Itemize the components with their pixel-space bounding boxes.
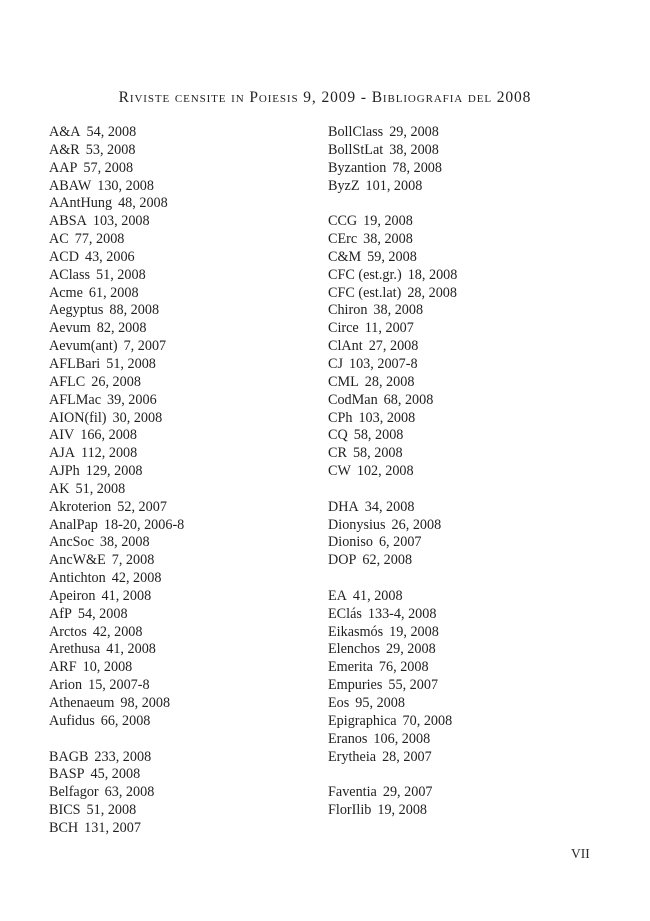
journal-abbreviation: A&A bbox=[49, 124, 81, 140]
volume-year: 38, 2008 bbox=[389, 141, 439, 158]
volume-year: 29, 2008 bbox=[386, 641, 436, 658]
volume-year: 54, 2008 bbox=[77, 605, 128, 622]
section-gap bbox=[328, 481, 588, 499]
journal-entry bbox=[328, 213, 588, 231]
journal-abbreviation: Arethusa bbox=[49, 641, 101, 658]
journal-abbreviation: AION(fil) bbox=[49, 409, 107, 426]
journal-abbreviation: ARF bbox=[49, 659, 77, 676]
journal-abbreviation: Aevum bbox=[49, 320, 91, 337]
journal-abbreviation: Antichton bbox=[49, 570, 106, 587]
journal-abbreviation: Byzantion bbox=[328, 159, 387, 176]
journal-entry bbox=[328, 249, 588, 267]
volume-year: 51, 2008 bbox=[86, 802, 137, 819]
journal-entry bbox=[49, 820, 309, 838]
volume-year: 26, 2008 bbox=[391, 516, 442, 533]
volume-year: 58, 2008 bbox=[353, 427, 404, 444]
volume-year: 78, 2008 bbox=[392, 159, 442, 176]
journal-abbreviation: AIV bbox=[49, 427, 75, 444]
volume-year: 43, 2006 bbox=[84, 248, 135, 265]
left-column bbox=[49, 124, 309, 838]
journal-entry bbox=[49, 784, 309, 802]
journal-entry bbox=[49, 302, 309, 320]
journal-entry bbox=[49, 231, 309, 249]
journal-entry bbox=[49, 392, 309, 410]
journal-entry bbox=[328, 606, 588, 624]
journal-entry bbox=[328, 499, 588, 517]
volume-year: 7, 2007 bbox=[123, 338, 167, 355]
volume-year: 45, 2008 bbox=[90, 766, 141, 783]
volume-year: 19, 2008 bbox=[389, 623, 439, 640]
journal-abbreviation: AncSoc bbox=[49, 534, 94, 551]
journal-abbreviation: Erytheia bbox=[328, 748, 377, 765]
journal-abbreviation: CJ bbox=[328, 355, 343, 372]
volume-year: 18-20, 2006-8 bbox=[103, 516, 185, 533]
journal-entry bbox=[328, 231, 588, 249]
journal-entry bbox=[328, 374, 588, 392]
journal-abbreviation: AAP bbox=[49, 159, 78, 176]
journal-entry bbox=[49, 749, 309, 767]
journal-abbreviation: BCH bbox=[49, 819, 79, 836]
volume-year: 166, 2008 bbox=[80, 427, 137, 444]
volume-year: 59, 2008 bbox=[367, 248, 417, 265]
journal-abbreviation: CErc bbox=[328, 231, 358, 248]
journal-abbreviation: Arion bbox=[49, 677, 83, 694]
volume-year: 61, 2008 bbox=[88, 284, 139, 301]
journal-abbreviation: Arctos bbox=[49, 623, 87, 640]
volume-year: 39, 2006 bbox=[107, 391, 157, 408]
journal-abbreviation: ABSA bbox=[49, 213, 87, 230]
journal-entry bbox=[328, 124, 588, 142]
journal-abbreviation: Chiron bbox=[328, 302, 368, 319]
volume-year: 112, 2008 bbox=[81, 445, 138, 462]
journal-abbreviation: BollStLat bbox=[328, 141, 384, 158]
volume-year: 42, 2008 bbox=[92, 623, 143, 640]
journal-abbreviation: Aufidus bbox=[49, 712, 95, 729]
journal-entry bbox=[328, 285, 588, 303]
journal-entry bbox=[49, 285, 309, 303]
volume-year: 19, 2008 bbox=[377, 802, 428, 819]
volume-year: 77, 2008 bbox=[74, 231, 125, 248]
journal-entry bbox=[49, 677, 309, 695]
journal-entry bbox=[328, 552, 588, 570]
volume-year: 101, 2008 bbox=[365, 177, 423, 194]
journal-abbreviation: FlorIlib bbox=[328, 802, 372, 819]
volume-year: 58, 2008 bbox=[352, 445, 403, 462]
journal-abbreviation: Dioniso bbox=[328, 534, 373, 551]
journal-abbreviation: Aevum(ant) bbox=[49, 338, 118, 355]
journal-abbreviation: BAGB bbox=[49, 748, 89, 765]
journal-entry bbox=[49, 463, 309, 481]
journal-abbreviation: ABAW bbox=[49, 177, 92, 194]
volume-year: 48, 2008 bbox=[118, 195, 168, 212]
journal-abbreviation: Eranos bbox=[328, 730, 368, 747]
volume-year: 68, 2008 bbox=[383, 391, 434, 408]
journal-entry bbox=[328, 178, 588, 196]
journal-entry bbox=[49, 641, 309, 659]
journal-abbreviation: CFC (est.lat) bbox=[328, 284, 402, 301]
journal-abbreviation: ACD bbox=[49, 248, 79, 265]
journal-abbreviation: Eos bbox=[328, 695, 350, 711]
journal-entry bbox=[49, 659, 309, 677]
journal-entry bbox=[49, 445, 309, 463]
volume-year: 103, 2007-8 bbox=[348, 355, 418, 372]
volume-year: 88, 2008 bbox=[109, 302, 160, 319]
volume-year: 30, 2008 bbox=[112, 409, 163, 426]
volume-year: 7, 2008 bbox=[111, 552, 155, 569]
volume-year: 18, 2008 bbox=[407, 266, 458, 283]
journal-entry bbox=[328, 463, 588, 481]
journal-abbreviation: AClass bbox=[49, 266, 90, 283]
journal-entry bbox=[328, 392, 588, 410]
journal-entry bbox=[328, 338, 588, 356]
volume-year: 53, 2008 bbox=[85, 141, 136, 158]
journal-abbreviation: AJPh bbox=[49, 463, 80, 480]
right-column bbox=[328, 124, 588, 820]
journal-abbreviation: Emerita bbox=[328, 659, 373, 676]
journal-entry bbox=[49, 588, 309, 606]
journal-abbreviation: Apeiron bbox=[49, 587, 96, 604]
journal-entry bbox=[49, 552, 309, 570]
volume-year: 54, 2008 bbox=[86, 124, 137, 140]
page-title: Riviste censite in Poiesis 9, 2009 - Bibliografia del 2008 bbox=[118, 89, 532, 106]
volume-year: 133-4, 2008 bbox=[367, 605, 437, 622]
journal-entry bbox=[328, 713, 588, 731]
journal-entry bbox=[49, 713, 309, 731]
journal-abbreviation: Aegyptus bbox=[49, 302, 104, 319]
journal-entry bbox=[49, 267, 309, 285]
section-gap bbox=[328, 570, 588, 588]
journal-entry bbox=[49, 499, 309, 517]
journal-entry bbox=[328, 410, 588, 428]
volume-year: 66, 2008 bbox=[100, 712, 151, 729]
journal-entry bbox=[49, 695, 309, 713]
journal-entry bbox=[328, 427, 588, 445]
journal-abbreviation: CCG bbox=[328, 213, 358, 230]
volume-year: 38, 2008 bbox=[373, 302, 424, 319]
journal-entry bbox=[328, 267, 588, 285]
volume-year: 70, 2008 bbox=[402, 712, 453, 729]
volume-year: 29, 2008 bbox=[389, 124, 439, 140]
journal-abbreviation: DOP bbox=[328, 552, 357, 569]
journal-entry bbox=[49, 338, 309, 356]
volume-year: 131, 2007 bbox=[84, 819, 141, 836]
journal-abbreviation: AFLC bbox=[49, 373, 86, 390]
journal-entry bbox=[328, 659, 588, 677]
volume-year: 102, 2008 bbox=[356, 463, 414, 480]
journal-entry bbox=[49, 249, 309, 267]
volume-year: 41, 2008 bbox=[101, 587, 152, 604]
journal-abbreviation: BICS bbox=[49, 802, 81, 819]
journal-abbreviation: C&M bbox=[328, 248, 362, 265]
volume-year: 76, 2008 bbox=[378, 659, 429, 676]
journal-abbreviation: Epigraphica bbox=[328, 712, 397, 729]
journal-abbreviation: CPh bbox=[328, 409, 353, 426]
journal-entry bbox=[49, 374, 309, 392]
volume-year: 28, 2008 bbox=[364, 373, 415, 390]
volume-year: 82, 2008 bbox=[96, 320, 147, 337]
journal-entry bbox=[49, 517, 309, 535]
journal-entry bbox=[328, 731, 588, 749]
journal-entry bbox=[49, 766, 309, 784]
journal-entry bbox=[328, 695, 588, 713]
journal-abbreviation: AC bbox=[49, 231, 69, 248]
journal-entry bbox=[49, 534, 309, 552]
section-gap bbox=[328, 195, 588, 213]
journal-entry bbox=[328, 784, 588, 802]
journal-entry bbox=[49, 320, 309, 338]
volume-year: 42, 2008 bbox=[111, 570, 162, 587]
journal-entry bbox=[49, 624, 309, 642]
journal-entry bbox=[49, 213, 309, 231]
volume-year: 26, 2008 bbox=[91, 373, 141, 390]
volume-year: 34, 2008 bbox=[364, 498, 415, 515]
volume-year: 38, 2008 bbox=[99, 534, 150, 551]
volume-year: 106, 2008 bbox=[373, 730, 431, 747]
volume-year: 57, 2008 bbox=[83, 159, 134, 176]
volume-year: 63, 2008 bbox=[104, 784, 155, 801]
journal-entry bbox=[49, 195, 309, 213]
journal-abbreviation: Acme bbox=[49, 284, 83, 301]
journal-abbreviation: CW bbox=[328, 463, 351, 480]
volume-year: 51, 2008 bbox=[75, 480, 126, 497]
volume-year: 15, 2007-8 bbox=[88, 677, 150, 694]
journal-entry bbox=[328, 320, 588, 338]
journal-abbreviation: AK bbox=[49, 480, 70, 497]
journal-abbreviation: AnalPap bbox=[49, 516, 98, 533]
journal-entry bbox=[49, 142, 309, 160]
journal-abbreviation: AFLBari bbox=[49, 355, 101, 372]
journal-abbreviation: AncW&E bbox=[49, 552, 106, 569]
volume-year: 55, 2007 bbox=[388, 677, 439, 694]
journal-entry bbox=[49, 427, 309, 445]
journal-abbreviation: Akroterion bbox=[49, 498, 112, 515]
journal-abbreviation: AFLMac bbox=[49, 391, 102, 408]
journal-abbreviation: Eikasmós bbox=[328, 623, 384, 640]
page-number: VII bbox=[571, 846, 590, 861]
volume-year: 38, 2008 bbox=[363, 231, 413, 248]
journal-abbreviation: Belfagor bbox=[49, 784, 99, 801]
journal-abbreviation: Elenchos bbox=[328, 641, 381, 658]
journal-abbreviation: A&R bbox=[49, 141, 80, 158]
volume-year: 27, 2008 bbox=[368, 338, 419, 355]
journal-entry bbox=[328, 160, 588, 178]
volume-year: 29, 2007 bbox=[382, 784, 433, 801]
journal-abbreviation: CML bbox=[328, 373, 359, 390]
volume-year: 52, 2007 bbox=[117, 498, 167, 515]
journal-abbreviation: BASP bbox=[49, 766, 85, 783]
journal-abbreviation: EA bbox=[328, 587, 347, 604]
journal-entry bbox=[328, 749, 588, 767]
journal-entry bbox=[49, 124, 309, 142]
volume-year: 95, 2008 bbox=[355, 695, 405, 711]
volume-year: 130, 2008 bbox=[97, 177, 154, 194]
journal-entry bbox=[49, 606, 309, 624]
journal-entry bbox=[328, 677, 588, 695]
volume-year: 19, 2008 bbox=[363, 213, 413, 230]
volume-year: 41, 2008 bbox=[352, 587, 403, 604]
journal-entry bbox=[49, 356, 309, 374]
journal-abbreviation: Empuries bbox=[328, 677, 383, 694]
journal-entry bbox=[328, 802, 588, 820]
journal-entry bbox=[49, 570, 309, 588]
journal-abbreviation: CFC (est.gr.) bbox=[328, 266, 402, 283]
section-gap bbox=[328, 766, 588, 784]
journal-entry bbox=[328, 534, 588, 552]
journal-entry bbox=[49, 481, 309, 499]
volume-year: 41, 2008 bbox=[106, 641, 156, 658]
volume-year: 103, 2008 bbox=[92, 213, 150, 230]
journal-abbreviation: Athenaeum bbox=[49, 695, 115, 711]
journal-entry bbox=[49, 160, 309, 178]
volume-year: 28, 2007 bbox=[382, 748, 432, 765]
journal-entry bbox=[328, 588, 588, 606]
journal-abbreviation: CR bbox=[328, 445, 347, 462]
volume-year: 10, 2008 bbox=[82, 659, 133, 676]
volume-year: 6, 2007 bbox=[378, 534, 422, 551]
journal-entry bbox=[49, 410, 309, 428]
journal-abbreviation: ClAnt bbox=[328, 338, 363, 355]
volume-year: 62, 2008 bbox=[362, 552, 413, 569]
volume-year: 98, 2008 bbox=[120, 695, 171, 711]
section-gap bbox=[49, 731, 309, 749]
volume-year: 233, 2008 bbox=[94, 748, 152, 765]
volume-year: 51, 2008 bbox=[106, 355, 156, 372]
volume-year: 103, 2008 bbox=[358, 409, 416, 426]
journal-entry bbox=[49, 178, 309, 196]
journal-abbreviation: BollClass bbox=[328, 124, 384, 140]
journal-entry bbox=[328, 356, 588, 374]
journal-entry bbox=[49, 802, 309, 820]
journal-entry bbox=[328, 302, 588, 320]
journal-entry bbox=[328, 641, 588, 659]
journal-abbreviation: EClás bbox=[328, 605, 362, 622]
journal-entry bbox=[328, 142, 588, 160]
journal-abbreviation: CodMan bbox=[328, 391, 378, 408]
journal-abbreviation: Circe bbox=[328, 320, 359, 337]
journal-abbreviation: AJA bbox=[49, 445, 76, 462]
journal-abbreviation: CQ bbox=[328, 427, 348, 444]
volume-year: 28, 2008 bbox=[407, 284, 457, 301]
journal-entry bbox=[328, 445, 588, 463]
volume-year: 11, 2007 bbox=[364, 320, 414, 337]
journal-abbreviation: Faventia bbox=[328, 784, 377, 801]
volume-year: 51, 2008 bbox=[96, 266, 146, 283]
journal-abbreviation: AAntHung bbox=[49, 195, 113, 212]
journal-abbreviation: AfP bbox=[49, 605, 72, 622]
journal-abbreviation: Dionysius bbox=[328, 516, 386, 533]
journal-abbreviation: ByzZ bbox=[328, 177, 360, 194]
journal-abbreviation: DHA bbox=[328, 498, 359, 515]
journal-entry bbox=[328, 624, 588, 642]
volume-year: 129, 2008 bbox=[85, 463, 143, 480]
journal-entry bbox=[328, 517, 588, 535]
